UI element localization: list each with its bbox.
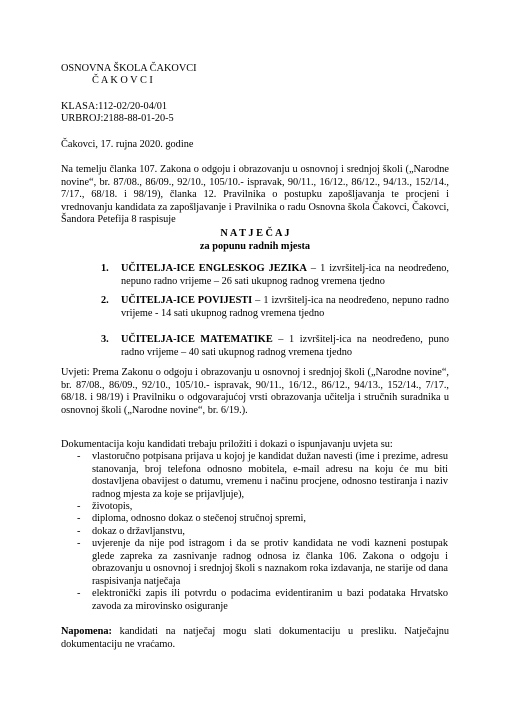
list-bullet: - xyxy=(77,526,81,537)
note-label: Napomena: xyxy=(61,626,112,637)
position-number: 1. xyxy=(101,263,109,274)
position-title: UČITELJA-ICE POVIJESTI xyxy=(121,295,253,306)
list-bullet: - xyxy=(77,538,81,549)
document-item: životopis, xyxy=(92,501,133,512)
position-item xyxy=(121,263,449,288)
conditions-paragraph: Uvjeti: Prema Zakonu o odgoju i obrazovanju u osnovnoj i srednjoj školi („Narodne novine“, br. 87/08., 86/09., 92/10., 105/10.- ispravak, 90/11., 16/12., 86/12., 94/13., 152/14., 7/17., 68/18. i 98/19) i Pravilniku o odgovarajućoj vrsti obrazovanja učitelja i stručnih suradnika u osnovnoj školi („Narodne novine“, br. 6/19.). xyxy=(61,367,449,416)
documents-intro: Dokumentacija koju kandidati trebaju priložiti i dokazi o ispunjavanju uvjeta su: xyxy=(61,439,393,450)
list-bullet: - xyxy=(77,501,81,512)
position-details: – 1 izvršitelj-ica na neodređeno, nepuno radno vrijeme – 26 sati ukupnog radnog vremena tjedno xyxy=(121,263,449,287)
document-item: vlastoručno potpisana prijava u kojoj je kandidat dužan navesti (ime i prezime, adresu stanovanja, broj telefona odnosno mobitela, e-mail adresu na koju će mu biti dostavljena obavijest o datumu, vremenu i načinu procjene, odnosno testiranja i naziv radnog mjesta za koje se prijavljuje), xyxy=(92,451,448,500)
position-item xyxy=(121,334,449,359)
position-details: – 1 izvršitelj-ica na neodređeno, puno radno vrijeme – 40 sati ukupnog radnog vremena tjedno xyxy=(121,334,449,358)
position-number: 3. xyxy=(101,334,109,345)
note-paragraph xyxy=(61,626,449,651)
school-name: OSNOVNA ŠKOLA ČAKOVCI xyxy=(61,63,197,74)
list-bullet: - xyxy=(77,588,81,599)
list-bullet: - xyxy=(77,451,81,462)
urbroj: URBROJ:2188-88-01-20-5 xyxy=(61,113,174,124)
position-title: UČITELJA-ICE ENGLESKOG JEZIKA xyxy=(121,263,307,274)
intro-paragraph: Na temelju članka 107. Zakona o odgoju i obrazovanju u osnovnoj i srednjoj školi („Narodne novine“, br. 87/08., 86/09., 92/10., 105/10.- ispravak, 90/11., 16/12., 86/12., 94/13., 152/14., 7/17., 68/18. i 98/19), članka 12. Pravilnika o postupku zapošljavanja te procjeni i vrednovanju kandidata za zapošljavanje i Pravilnika o radu Osnovna škola Čakovci, Čakovci, Šandora Petefija 8 raspisuje xyxy=(61,164,449,225)
position-details: – 1 izvršitelj-ica na neodređeno, nepuno radno vrijeme - 14 sati ukupnog radnog vremena tjedno xyxy=(121,295,449,319)
document-item: diploma, odnosno dokaz o stečenoj stručnoj spremi, xyxy=(92,513,306,524)
position-item xyxy=(121,295,449,320)
school-city: Č A K O V C I xyxy=(92,75,153,86)
document-item: dokaz o državljanstvu, xyxy=(92,526,185,537)
page-subtitle: za popunu radnih mjesta xyxy=(199,241,311,252)
position-number: 2. xyxy=(101,295,109,306)
position-title: UČITELJA-ICE MATEMATIKE xyxy=(121,334,273,345)
note-text: kandidati na natječaj mogu slati dokumentaciju u presliku. Natječajnu dokumentaciju ne vraćamo. xyxy=(61,626,449,650)
place-date: Čakovci, 17. rujna 2020. godine xyxy=(61,139,194,150)
document-item: elektronički zapis ili potvrdu o podacima evidentiranim u bazi podataka Hrvatsko zavoda za mirovinsko osiguranje xyxy=(92,588,448,612)
list-bullet: - xyxy=(77,513,81,524)
document-item: uvjerenje da nije pod istragom i da se protiv kandidata ne vodi kazneni postupak glede zapreka za zasnivanje radnog odnosa iz članka 106. Zakona o odgoju i obrazovanju u osnovnoj i srednjoj školi s naznakom roka izdavanja, ne starije od dana raspisivanja natječaja xyxy=(92,538,448,587)
klasa: KLASA:112-02/20-04/01 xyxy=(61,101,168,112)
page-title: N A T J E Č A J xyxy=(220,228,290,239)
